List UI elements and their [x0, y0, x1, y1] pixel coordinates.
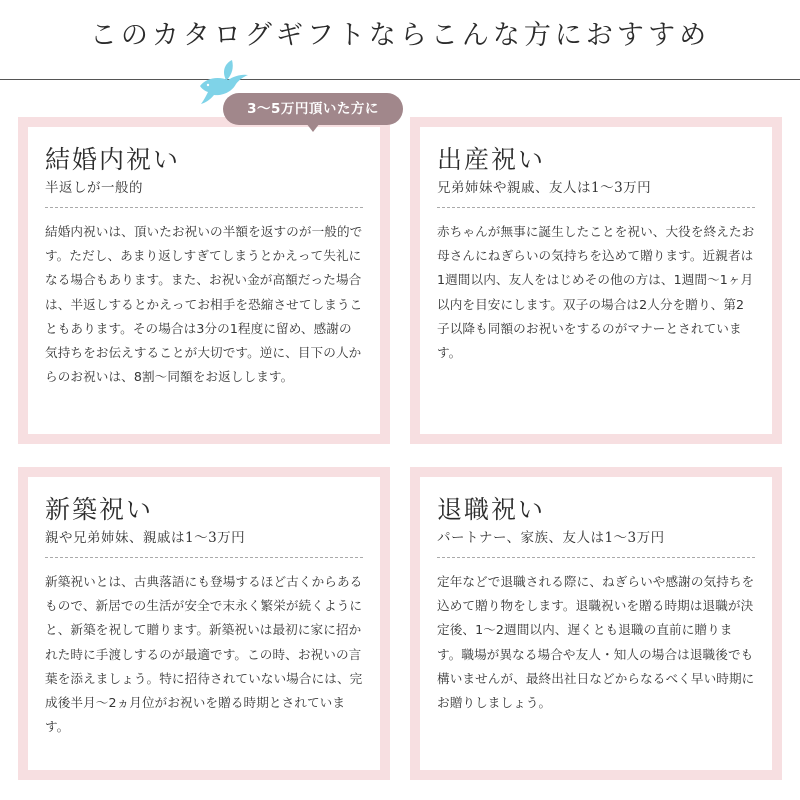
bird-wing: [224, 60, 233, 80]
card-divider: [437, 557, 755, 558]
card-retirement-celebration: [410, 467, 782, 780]
card-body: 定年などで退職される際に、ねぎらいや感謝の気持ちを込めて贈り物をします。退職祝いを贈る時期は退職が決定後、1～2週間以内、遅くとも退職の直前に贈ります。職場が異なる場合や友人・知人の場合は退職後でも構いませんが、最終出社日などからなるべく早い時期にお贈りしましょう。: [437, 574, 755, 711]
card-subtitle: 親や兄弟姉妹、親戚は1～3万円: [45, 530, 246, 546]
callout-badge: 3～5万円頂いた方に: [223, 93, 403, 125]
card-divider: [437, 207, 755, 208]
bird-icon: [196, 58, 254, 106]
card-title: 出産祝い: [437, 145, 546, 174]
card-content: [45, 477, 363, 770]
card-divider: [45, 207, 363, 208]
card-title: 新築祝い: [45, 495, 154, 524]
callout-tail: [306, 123, 320, 132]
page-title: このカタログギフトならこんな方におすすめ: [89, 20, 711, 51]
card-title: 結婚内祝い: [45, 145, 181, 174]
card-subtitle: 半返しが一般的: [45, 180, 143, 196]
bird-eye: [207, 84, 209, 86]
header-divider: [0, 79, 800, 80]
bird-body: [200, 75, 248, 104]
card-content: [437, 477, 755, 770]
card-subtitle: 兄弟姉妹や親戚、友人は1～3万円: [437, 180, 652, 196]
card-content: [45, 127, 363, 434]
card-birth-celebration: [410, 117, 782, 444]
card-divider: [45, 557, 363, 558]
card-content: [437, 127, 755, 434]
card-subtitle: パートナー、家族、友人は1～3万円: [437, 530, 665, 546]
card-body: 新築祝いとは、古典落語にも登場するほど古くからあるもので、新居での生活が安全で末永く繁栄が続くようにと、新築を祝して贈ります。新築祝いは最初に家に招かれた時に手渡しするのが最適です。この時、お祝いの言葉を添えましょう。特に招待されていない場合には、完成後半月～2ヵ月位がお祝いを贈る時期とされています。: [45, 574, 363, 735]
card-body: 結婚内祝いは、頂いたお祝いの半額を返すのが一般的です。ただし、あまり返しすぎてしまうとかえって失礼になる場合もあります。また、お祝い金が高額だった場合は、半返しするとかえってお相手を恐縮させてしまうこともあります。その場合は3分の1程度に留め、感謝の気持ちをお伝えすることが大切です。逆に、目下の人からのお祝いは、8割～同額をお返しします。: [45, 224, 363, 385]
card-body: 赤ちゃんが無事に誕生したことを祝い、大役を終えたお母さんにねぎらいの気持ちを込めて贈ります。近親者は1週間以内、友人をはじめその他の方は、1週間～1ヶ月以内を目安にします。双子の場合は2人分を贈り、第2子以降も同額のお祝いをするのがマナーとされています。: [437, 224, 755, 361]
card-new-house-celebration: [18, 467, 390, 780]
card-title: 退職祝い: [437, 495, 546, 524]
card-wedding-return-gift: [18, 117, 390, 444]
